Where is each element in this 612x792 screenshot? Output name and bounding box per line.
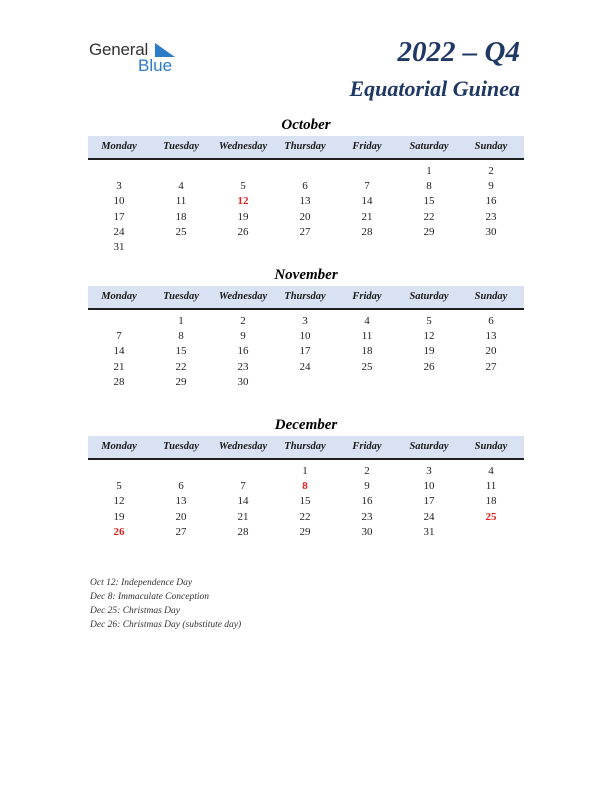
- day-cell: 20: [485, 345, 497, 358]
- day-cell: 10: [299, 330, 311, 343]
- day-cell: 8: [426, 180, 432, 193]
- empty-day-cell: [398, 375, 460, 390]
- day-cell: 15: [299, 495, 311, 508]
- day-cell: 10: [113, 195, 125, 208]
- day-cell: 29: [299, 525, 311, 538]
- day-cell: 16: [361, 495, 373, 508]
- day-cell: 11: [175, 195, 187, 208]
- day-grid: [88, 314, 524, 390]
- day-cell: 5: [426, 315, 432, 327]
- day-cell: 31: [423, 525, 435, 538]
- day-cell: 29: [175, 375, 187, 388]
- day-cell: 13: [299, 195, 311, 208]
- day-cell: 18: [485, 495, 497, 508]
- day-cell: 9: [364, 480, 370, 493]
- weekday-label: Monday: [101, 291, 137, 302]
- day-cell: 4: [178, 180, 184, 193]
- day-cell: 21: [113, 360, 125, 373]
- day-cell: 21: [361, 210, 373, 223]
- day-cell: 30: [237, 375, 249, 388]
- day-cell: 3: [426, 465, 432, 477]
- weekday-label: Friday: [352, 441, 382, 452]
- day-cell: 13: [175, 495, 187, 508]
- day-grid: [88, 464, 524, 540]
- empty-day-cell: [336, 375, 398, 390]
- day-cell: 1: [426, 165, 432, 177]
- weekday-label: Wednesday: [218, 141, 268, 152]
- day-cell: 27: [485, 360, 497, 373]
- day-cell: 4: [364, 315, 370, 327]
- weekday-label: Saturday: [409, 141, 449, 152]
- day-cell: 18: [361, 345, 373, 358]
- day-cell: 28: [361, 225, 373, 238]
- empty-day-cell: [336, 164, 398, 179]
- day-cell: 3: [116, 180, 122, 193]
- day-cell: 17: [113, 210, 125, 223]
- day-cell: 26: [237, 225, 249, 238]
- day-cell: 17: [299, 345, 311, 358]
- day-cell: 3: [302, 315, 308, 327]
- day-cell: 12: [423, 330, 435, 343]
- month-october: [88, 115, 524, 255]
- day-cell: 18: [175, 210, 187, 223]
- weekday-label: Thursday: [284, 441, 326, 452]
- day-cell: 14: [237, 495, 249, 508]
- day-cell: 6: [302, 180, 308, 193]
- day-cell: 19: [237, 210, 249, 223]
- day-cell: 23: [361, 510, 373, 523]
- weekday-label: Tuesday: [163, 141, 199, 152]
- day-cell: 24: [423, 510, 435, 523]
- day-cell: 25: [485, 510, 497, 523]
- day-cell: 11: [485, 480, 497, 493]
- holiday-note: Dec 26: Christmas Day (substitute day): [90, 620, 242, 630]
- holiday-note: Dec 25: Christmas Day: [90, 606, 180, 616]
- day-cell: 7: [240, 480, 246, 493]
- weekday-label: Friday: [352, 141, 382, 152]
- weekday-header: [88, 436, 524, 460]
- day-cell: 4: [488, 465, 494, 477]
- day-cell: 20: [299, 210, 311, 223]
- day-cell: 13: [485, 330, 497, 343]
- day-cell: 26: [423, 360, 435, 373]
- day-cell: 5: [240, 180, 246, 193]
- weekday-label: Thursday: [284, 291, 326, 302]
- weekday-label: Sunday: [474, 141, 508, 152]
- empty-day-cell: [274, 164, 336, 179]
- day-cell: 6: [488, 315, 494, 327]
- day-cell: 7: [116, 330, 122, 343]
- empty-day-cell: [150, 164, 212, 179]
- day-cell: 25: [361, 360, 373, 373]
- empty-day-cell: [460, 240, 522, 255]
- month-title: October: [281, 117, 331, 133]
- day-cell: 20: [175, 510, 187, 523]
- weekday-label: Tuesday: [163, 291, 199, 302]
- day-cell: 29: [423, 225, 435, 238]
- day-cell: 14: [361, 195, 373, 208]
- day-cell: 6: [178, 480, 184, 493]
- day-cell: 16: [237, 345, 249, 358]
- holiday-note: Dec 8: Immaculate Conception: [90, 592, 209, 602]
- day-cell: 9: [488, 180, 494, 193]
- empty-day-cell: [274, 375, 336, 390]
- empty-day-cell: [460, 525, 522, 540]
- day-cell: 27: [299, 225, 311, 238]
- day-cell: 5: [116, 480, 122, 493]
- month-november: [88, 265, 524, 390]
- day-cell: 19: [113, 510, 125, 523]
- day-cell: 9: [240, 330, 246, 343]
- empty-day-cell: [212, 240, 274, 255]
- day-cell: 28: [237, 525, 249, 538]
- day-cell: 22: [175, 360, 187, 373]
- empty-day-cell: [212, 464, 274, 479]
- logo: [89, 40, 189, 76]
- day-cell: 15: [423, 195, 435, 208]
- country-subtitle: Equatorial Guinea: [349, 76, 520, 101]
- day-cell: 26: [113, 525, 125, 538]
- day-cell: 12: [113, 495, 125, 508]
- logo-general-text: General: [89, 40, 149, 59]
- day-cell: 19: [423, 345, 435, 358]
- weekday-header: [88, 136, 524, 160]
- empty-day-cell: [88, 464, 150, 479]
- empty-day-cell: [460, 375, 522, 390]
- day-cell: 22: [299, 510, 311, 523]
- day-cell: 22: [423, 210, 435, 223]
- weekday-label: Monday: [101, 141, 137, 152]
- day-cell: 23: [485, 210, 497, 223]
- weekday-label: Tuesday: [163, 441, 199, 452]
- page-title: 2022 – Q4: [397, 36, 520, 68]
- day-cell: 14: [113, 345, 125, 358]
- day-cell: 23: [237, 360, 249, 373]
- day-cell: 11: [361, 330, 373, 343]
- day-cell: 2: [240, 315, 246, 327]
- day-cell: 1: [302, 465, 308, 477]
- holiday-note: Oct 12: Independence Day: [90, 578, 193, 588]
- empty-day-cell: [212, 164, 274, 179]
- day-cell: 2: [488, 165, 494, 177]
- empty-day-cell: [88, 314, 150, 329]
- day-cell: 2: [364, 465, 370, 477]
- day-cell: 30: [485, 225, 497, 238]
- day-cell: 28: [113, 375, 125, 388]
- day-cell: 12: [237, 195, 249, 208]
- month-title: November: [274, 267, 338, 283]
- day-cell: 16: [485, 195, 497, 208]
- day-cell: 8: [302, 480, 308, 493]
- empty-day-cell: [88, 164, 150, 179]
- month-title: December: [274, 417, 338, 433]
- empty-day-cell: [150, 240, 212, 255]
- day-cell: 15: [175, 345, 187, 358]
- weekday-label: Wednesday: [218, 441, 268, 452]
- day-cell: 17: [423, 495, 435, 508]
- month-december: [88, 415, 524, 540]
- empty-day-cell: [274, 240, 336, 255]
- day-cell: 24: [113, 225, 125, 238]
- weekday-label: Saturday: [409, 291, 449, 302]
- empty-day-cell: [150, 464, 212, 479]
- day-cell: 27: [175, 525, 187, 538]
- day-cell: 25: [175, 225, 187, 238]
- weekday-label: Friday: [352, 291, 382, 302]
- empty-day-cell: [336, 240, 398, 255]
- weekday-label: Saturday: [409, 441, 449, 452]
- day-grid: [88, 164, 524, 255]
- weekday-label: Monday: [101, 441, 137, 452]
- weekday-header: [88, 286, 524, 310]
- day-cell: 21: [237, 510, 249, 523]
- weekday-label: Wednesday: [218, 291, 268, 302]
- day-cell: 10: [423, 480, 435, 493]
- day-cell: 7: [364, 180, 370, 193]
- weekday-label: Sunday: [474, 441, 508, 452]
- day-cell: 8: [178, 330, 184, 343]
- weekday-label: Thursday: [284, 141, 326, 152]
- day-cell: 30: [361, 525, 373, 538]
- empty-day-cell: [398, 240, 460, 255]
- logo-blue-text: Blue: [138, 56, 173, 75]
- weekday-label: Sunday: [474, 291, 508, 302]
- day-cell: 1: [178, 315, 184, 327]
- holiday-notes: [90, 576, 241, 632]
- day-cell: 24: [299, 360, 311, 373]
- day-cell: 31: [113, 240, 125, 253]
